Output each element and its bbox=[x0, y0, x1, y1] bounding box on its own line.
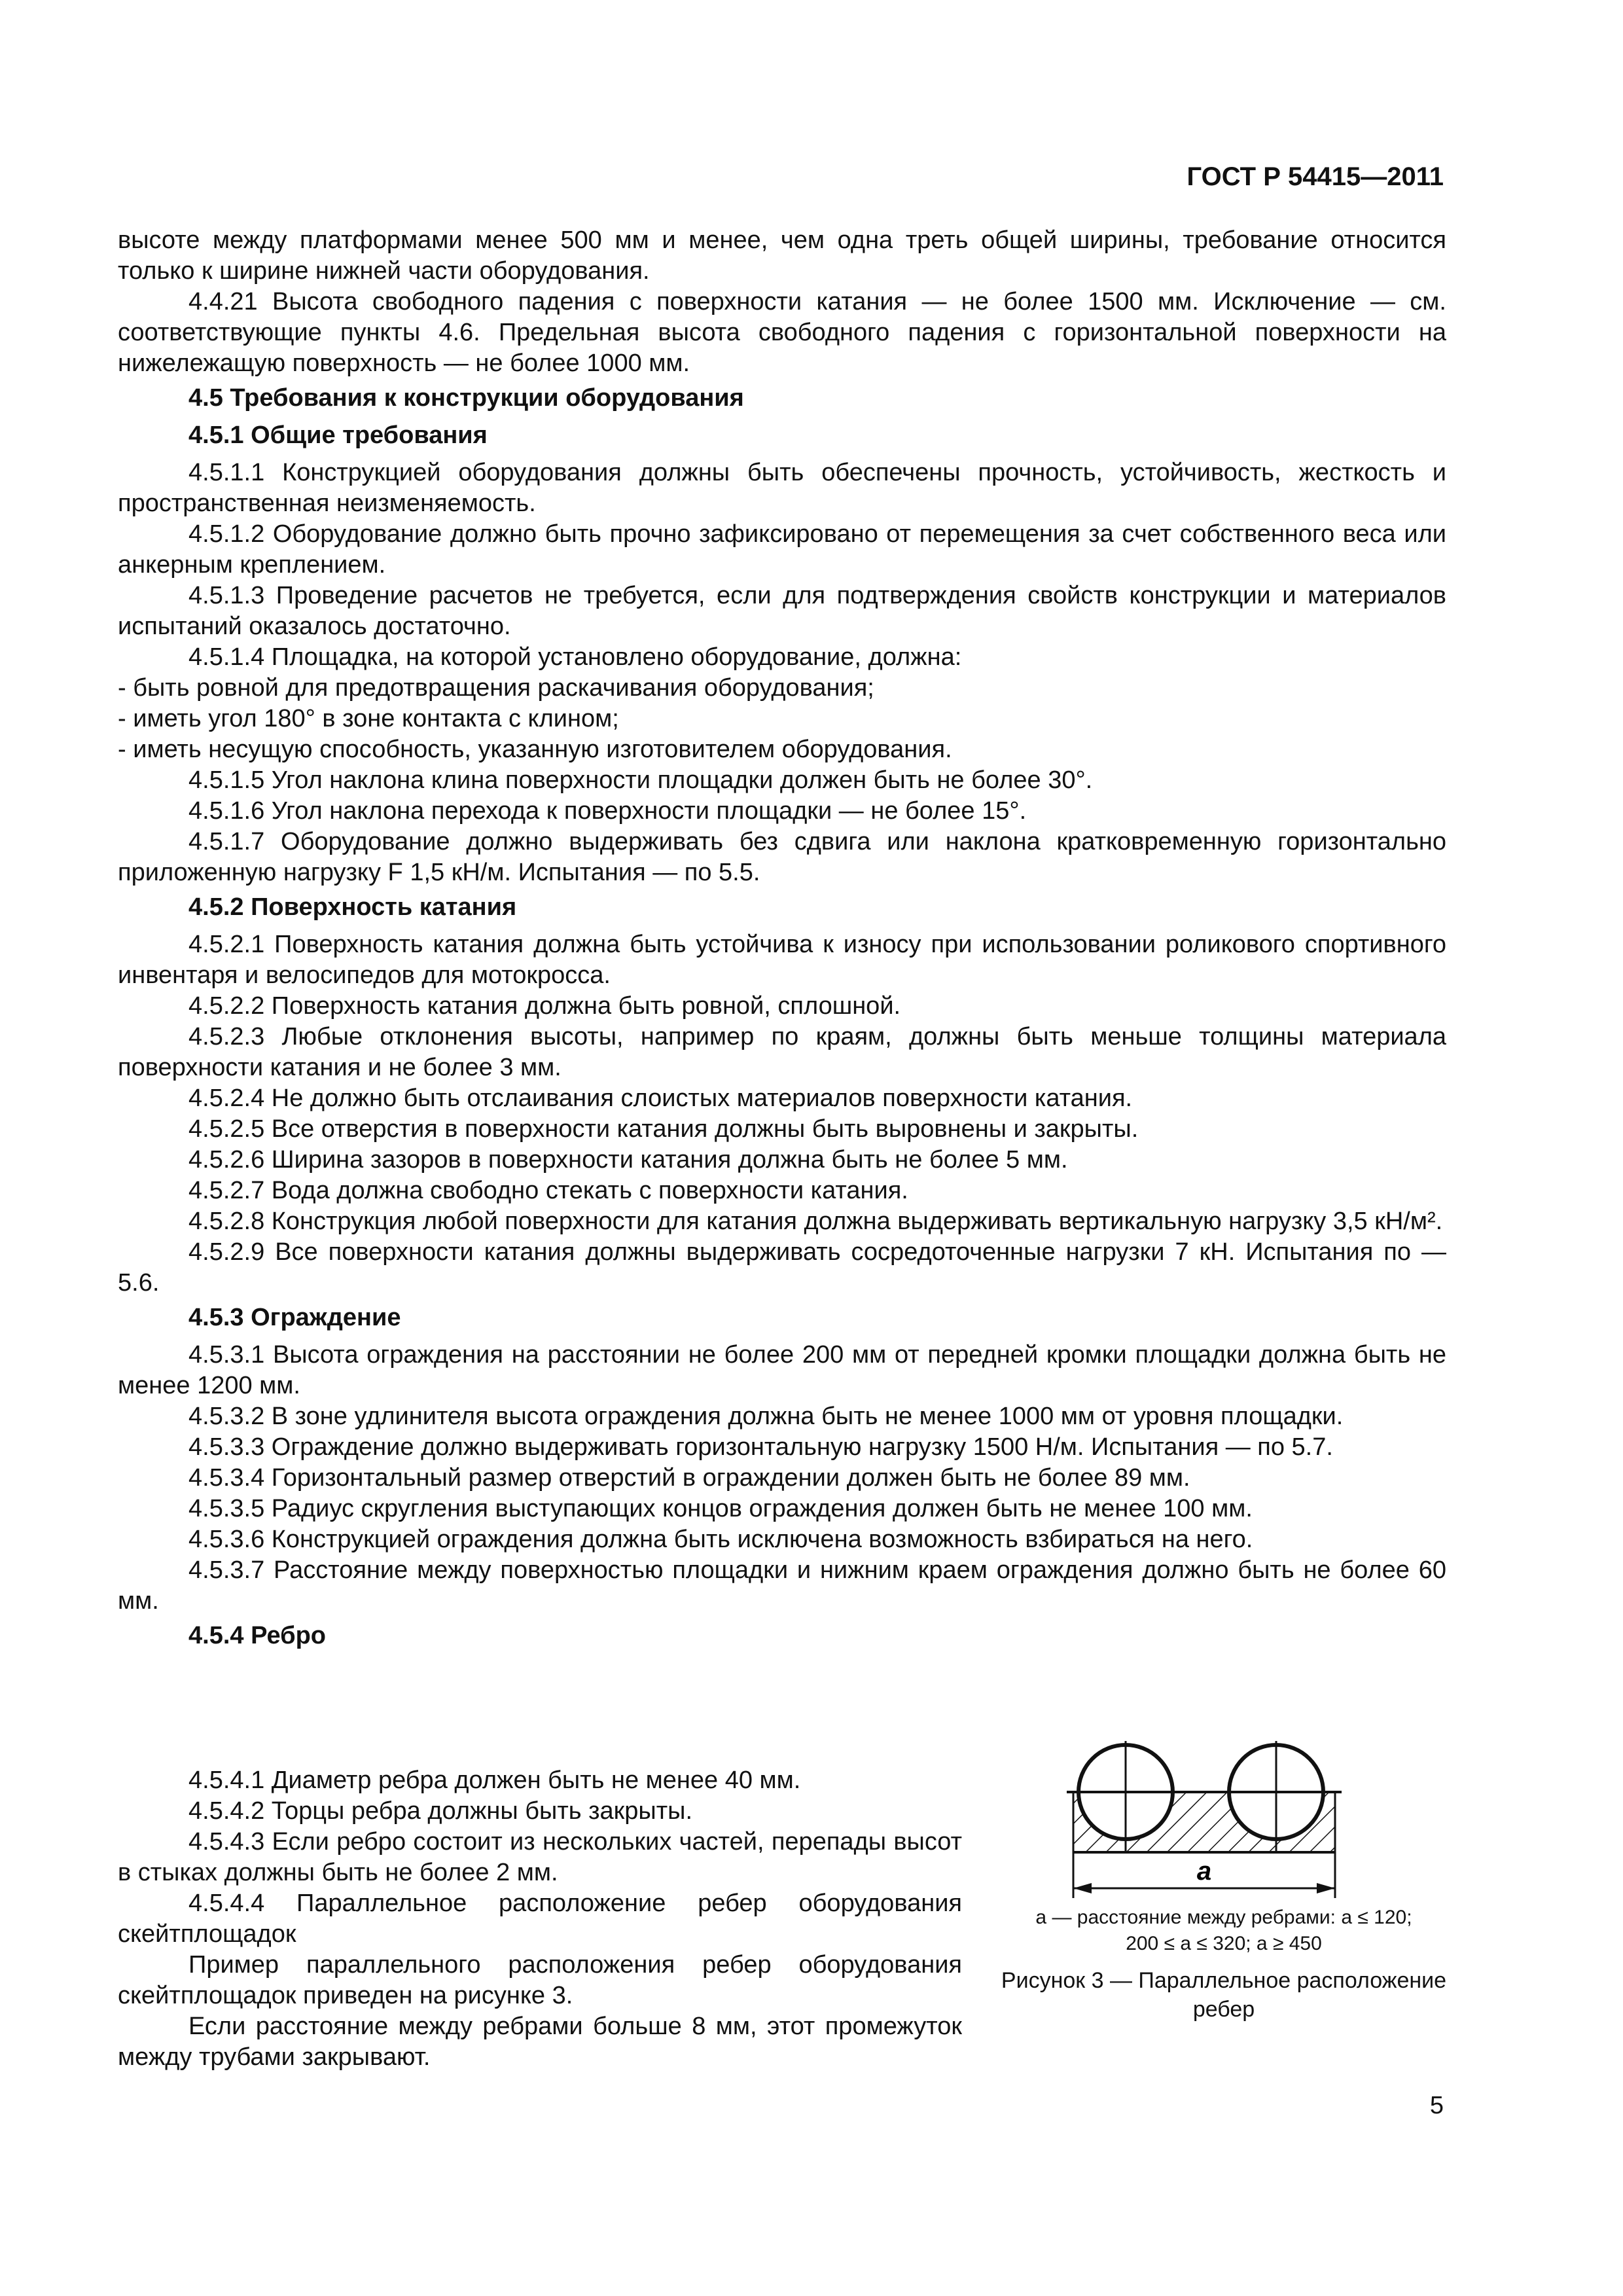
standard-code: ГОСТ Р 54415—2011 bbox=[1186, 162, 1444, 191]
paragraph: 4.5.4.1 Диаметр ребра должен быть не менее 40 мм. bbox=[188, 1767, 801, 1794]
paragraph: 4.5.2.3 Любые отклонения высоты, например по краям, должны быть меньше толщины материала поверхности катания и не более 3 мм. bbox=[118, 1023, 1446, 1081]
paragraph: 4.5.3.5 Радиус скругления выступающих концов ограждения должен быть не менее 100 мм. bbox=[188, 1495, 1253, 1522]
paragraph: 4.5.1.4 Площадка, на которой установлено оборудование, должна: bbox=[188, 643, 962, 671]
paragraph: 4.5.4.3 Если ребро состоит из нескольких частей, перепады высот в стыках должны быть не более 2 мм. bbox=[118, 1828, 962, 1886]
paragraph: 4.5.1.7 Оборудование должно выдерживать без сдвига или наклона кратковременную горизонтально приложенную нагрузку F 1,5 кН/м. Испытания — по 5.5. bbox=[118, 828, 1446, 886]
paragraph: высоте между платформами менее 500 мм и менее, чем одна треть общей ширины, требование относится только к ширине нижней части оборудования. bbox=[118, 226, 1446, 285]
paragraph: 4.5.2.9 Все поверхности катания должны выдерживать сосредоточенные нагрузки 7 кН. Испытания по — 5.6. bbox=[118, 1238, 1446, 1297]
page-number: 5 bbox=[1429, 2092, 1444, 2119]
paragraph: 4.4.21 Высота свободного падения с поверхности катания — не более 1500 мм. Исключение — см. соответствующие пункты 4.6. Предельная высота свободного падения с горизонтальной поверхности на нижележащую поверхность — не более 1000 мм. bbox=[118, 288, 1446, 377]
paragraph: 4.5.3.1 Высота ограждения на расстоянии не более 200 мм от передней кромки площадки должна быть не менее 1200 мм. bbox=[118, 1341, 1446, 1399]
paragraph: 4.5.1.6 Угол наклона перехода к поверхности площадки — не более 15°. bbox=[188, 797, 1027, 825]
paragraph: 4.5.2.1 Поверхность катания должна быть устойчива к износу при использовании роликового спортивного инвентаря и велосипедов для мотокросса. bbox=[118, 931, 1446, 989]
paragraph: 4.5.1.1 Конструкцией оборудования должны быть обеспечены прочность, устойчивость, жесткость и пространственная неизменяемость. bbox=[118, 459, 1446, 517]
paragraph: 4.5.2.7 Вода должна свободно стекать с поверхности катания. bbox=[188, 1177, 908, 1204]
section-heading: 4.5.3 Ограждение bbox=[188, 1304, 401, 1331]
paragraph: 4.5.1.5 Угол наклона клина поверхности площадки должен быть не более 30°. bbox=[188, 766, 1093, 794]
paragraph: 4.5.4.2 Торцы ребра должны быть закрыты. bbox=[188, 1797, 693, 1825]
section-heading: 4.5.1 Общие требования bbox=[188, 422, 488, 449]
paragraph: 4.5.2.6 Ширина зазоров в поверхности катания должна быть не более 5 мм. bbox=[188, 1146, 1068, 1174]
paragraph: - иметь угол 180° в зоне контакта с клином; bbox=[118, 705, 619, 732]
paragraph: 4.5.3.6 Конструкцией ограждения должна быть исключена возможность взбираться на него. bbox=[188, 1526, 1253, 1553]
paragraph: 4.5.2.4 Не должно быть отслаивания слоистых материалов поверхности катания. bbox=[188, 1085, 1133, 1112]
rib-section-text bbox=[118, 1765, 962, 2073]
parallel-ribs-drawing bbox=[1054, 1741, 1394, 1905]
figure-caption: Рисунок 3 — Параллельное расположение ребер bbox=[1001, 1968, 1447, 2022]
paragraph: 4.5.2.5 Все отверстия в поверхности катания должны быть выровнены и закрыты. bbox=[188, 1115, 1139, 1143]
paragraph: 4.5.3.7 Расстояние между поверхностью площадки и нижним краем ограждения должно быть не более 60 мм. bbox=[118, 1556, 1446, 1615]
figure-note-line-1: a — расстояние между ребрами: a ≤ 120; bbox=[1035, 1907, 1412, 1928]
figure-note-line-2: 200 ≤ a ≤ 320; a ≥ 450 bbox=[1126, 1933, 1322, 1954]
paragraph: 4.5.2.8 Конструкция любой поверхности для катания должна выдерживать вертикальную нагрузку 3,5 кН/м². bbox=[188, 1208, 1443, 1235]
paragraph: 4.5.2.2 Поверхность катания должна быть ровной, сплошной. bbox=[188, 992, 901, 1020]
section-heading: 4.5.2 Поверхность катания bbox=[188, 893, 517, 921]
paragraph: 4.5.1.3 Проведение расчетов не требуется, если для подтверждения свойств конструкции и материалов испытаний оказалось достаточно. bbox=[118, 582, 1446, 640]
dimension-label: a bbox=[1196, 1857, 1212, 1886]
section-heading: 4.5.4 Ребро bbox=[188, 1622, 327, 1649]
main-text bbox=[118, 225, 1446, 1658]
paragraph: 4.5.3.3 Ограждение должно выдерживать горизонтальную нагрузку 1500 Н/м. Испытания — по 5.7. bbox=[188, 1433, 1333, 1461]
paragraph: 4.5.1.2 Оборудование должно быть прочно зафиксировано от перемещения за счет собственного веса или анкерным креплением. bbox=[118, 520, 1446, 579]
paragraph: 4.5.3.2 В зоне удлинителя высота ограждения должна быть не менее 1000 мм от уровня площадки. bbox=[188, 1403, 1344, 1430]
paragraph: Пример параллельного расположения ребер оборудования скейтплощадок приведен на рисунке 3. bbox=[118, 1951, 962, 2009]
section-heading: 4.5 Требования к конструкции оборудования bbox=[188, 384, 744, 412]
paragraph: - иметь несущую способность, указанную изготовителем оборудования. bbox=[118, 736, 952, 763]
paragraph: 4.5.4.4 Параллельное расположение ребер оборудования скейтплощадок bbox=[118, 1890, 962, 1948]
paragraph: 4.5.3.4 Горизонтальный размер отверстий в ограждении должен быть не более 89 мм. bbox=[188, 1464, 1190, 1492]
paragraph: - быть ровной для предотвращения раскачивания оборудования; bbox=[118, 674, 874, 702]
figure-3 bbox=[969, 1741, 1479, 2024]
paragraph: Если расстояние между ребрами больше 8 мм, этот промежуток между трубами закрывают. bbox=[118, 2013, 962, 2071]
